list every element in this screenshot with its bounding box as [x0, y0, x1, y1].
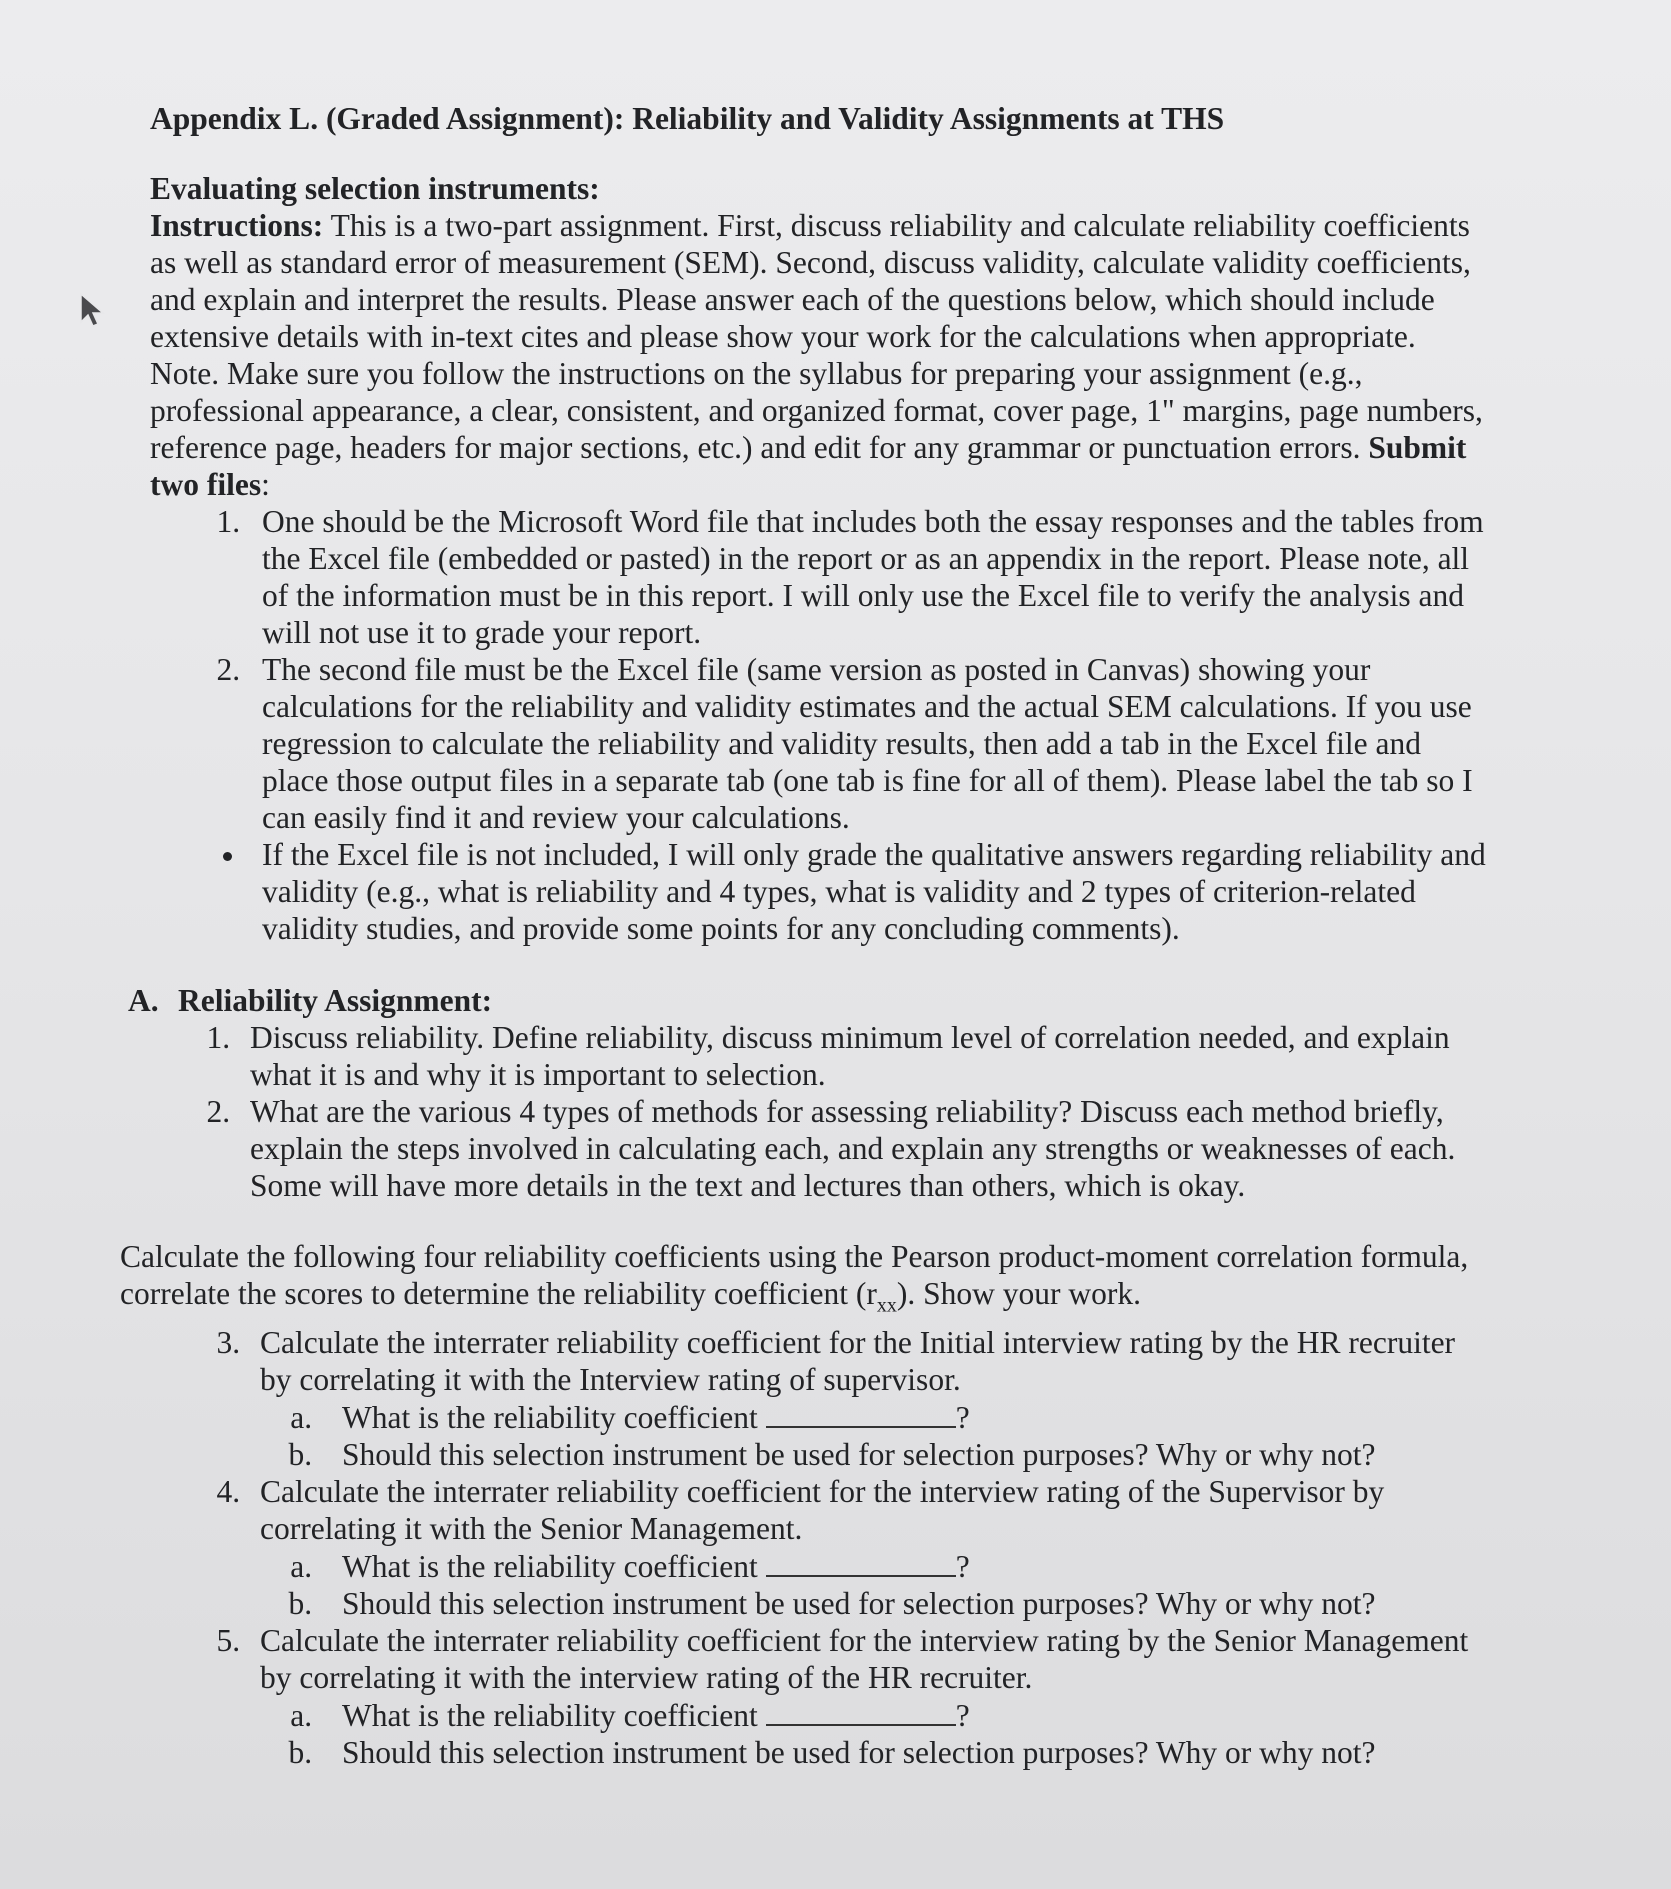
- document-body: [120, 100, 1490, 1771]
- sub-question-list: [260, 1398, 1490, 1473]
- question-text: Calculate the interrater reliability coefficient for the interview rating by the Senior Management by correlating it with the interview rating of the HR recruiter.: [260, 1623, 1469, 1696]
- calculation-intro: [120, 1238, 1490, 1324]
- reliability-section-title: [128, 982, 1490, 1019]
- sub-question-a: [320, 1547, 1490, 1585]
- coefficient-symbol: r: [866, 1276, 877, 1311]
- sub-question-text: What is the reliability coefficient: [342, 1698, 758, 1734]
- question-mark: ?: [955, 1698, 970, 1734]
- calc-intro-text: Calculate the following four reliability coefficients using the Pearson product-moment correlation formula, correlate the scores to determine the reliability coefficient (: [120, 1239, 1469, 1311]
- instructions-paragraph: [150, 207, 1490, 503]
- list-item: 1. Discuss reliability. Define reliability, discuss minimum level of correlation needed, and explain what it is and why it is important to selection.: [238, 1019, 1490, 1093]
- question-mark: ?: [955, 1400, 970, 1436]
- sub-question-text: What is the reliability coefficient: [342, 1549, 758, 1585]
- answer-blank[interactable]: [766, 1547, 956, 1577]
- section-heading: Evaluating selection instruments:: [150, 171, 600, 206]
- section-title-text: Reliability Assignment:: [178, 983, 493, 1018]
- calculation-questions-list: [150, 1324, 1490, 1771]
- submit-colon: :: [261, 467, 270, 502]
- sub-question-list: [260, 1696, 1490, 1771]
- question-text: Calculate the interrater reliability coefficient for the interview rating of the Supervisor by correlating it with the Senior Management.: [260, 1474, 1385, 1547]
- question-item: [248, 1622, 1490, 1771]
- calc-intro-end: ). Show your work.: [896, 1276, 1141, 1311]
- sub-question-list: [260, 1547, 1490, 1622]
- sub-question-b: b. Should this selection instrument be used for selection purposes? Why or why not?: [320, 1436, 1490, 1473]
- mouse-cursor-icon: [78, 292, 106, 328]
- files-list: [150, 503, 1490, 836]
- instructions-text: This is a two-part assignment. First, discuss reliability and calculate reliability coefficients as well as standard error of measurement (SEM). Second, discuss validity, calculate validity coefficients, and explain and interpret the results. Please answer each of the questions below, which should include extensive details with in-text cites and please show your work for the calculations when appropriate. Note. Make sure you follow the instructions on the syllabus for preparing your assignment (e.g., professional appearance, a clear, consistent, and organized format, cover page, 1" margins, page numbers, reference page, headers for major sections, etc.) and edit for any grammar or punctuation errors.: [150, 208, 1483, 465]
- instructions-label: Instructions:: [150, 208, 324, 243]
- question-item: [248, 1324, 1490, 1473]
- list-item: 2. What are the various 4 types of methods for assessing reliability? Discuss each method briefly, explain the steps involved in calculating each, and explain any strengths or weaknesses of each. Some will have more details in the text and lectures than others, which is okay.: [238, 1093, 1490, 1204]
- answer-blank[interactable]: [766, 1696, 956, 1726]
- sub-question-b: b. Should this selection instrument be used for selection purposes? Why or why not?: [320, 1734, 1490, 1771]
- sub-question-a: [320, 1696, 1490, 1734]
- question-item: [248, 1473, 1490, 1622]
- sub-question-a: [320, 1398, 1490, 1436]
- question-text: Calculate the interrater reliability coefficient for the Initial interview rating by the HR recruiter by correlating it with the Interview rating of supervisor.: [260, 1325, 1456, 1398]
- sub-question-b: b. Should this selection instrument be used for selection purposes? Why or why not?: [320, 1585, 1490, 1622]
- list-item: 1. One should be the Microsoft Word file that includes both the essay responses and the tables from the Excel file (embedded or pasted) in the report or as an appendix in the report. Please note, all of the information must be in this report. I will only use the Excel file to verify the analysis and will not use it to grade your report.: [248, 503, 1490, 651]
- section-letter: A.: [128, 983, 159, 1018]
- question-mark: ?: [955, 1549, 970, 1585]
- reliability-questions-list: [128, 1019, 1490, 1204]
- list-item: 2. The second file must be the Excel file (same version as posted in Canvas) showing your calculations for the reliability and validity estimates and the actual SEM calculations. If you use regression to calculate the reliability and validity results, then add a tab in the Excel file and place those output files in a separate tab (one tab is fine for all of them). Please label the tab so I can easily find it and review your calculations.: [248, 651, 1490, 836]
- submit-label: Submit two files: [150, 430, 1467, 502]
- sub-question-text: What is the reliability coefficient: [342, 1400, 758, 1436]
- note-bullet: • If the Excel file is not included, I will only grade the qualitative answers regarding reliability and validity (e.g., what is reliability and 4 types, what is validity and 2 types of criterion-related validity studies, and provide some points for any concluding comments).: [248, 836, 1490, 947]
- answer-blank[interactable]: [766, 1398, 956, 1428]
- note-list: [150, 836, 1490, 947]
- reliability-section: [128, 982, 1490, 1204]
- page-title: Appendix L. (Graded Assignment): Reliability and Validity Assignments at THS: [150, 101, 1225, 136]
- coefficient-subscript: xx: [876, 1294, 897, 1317]
